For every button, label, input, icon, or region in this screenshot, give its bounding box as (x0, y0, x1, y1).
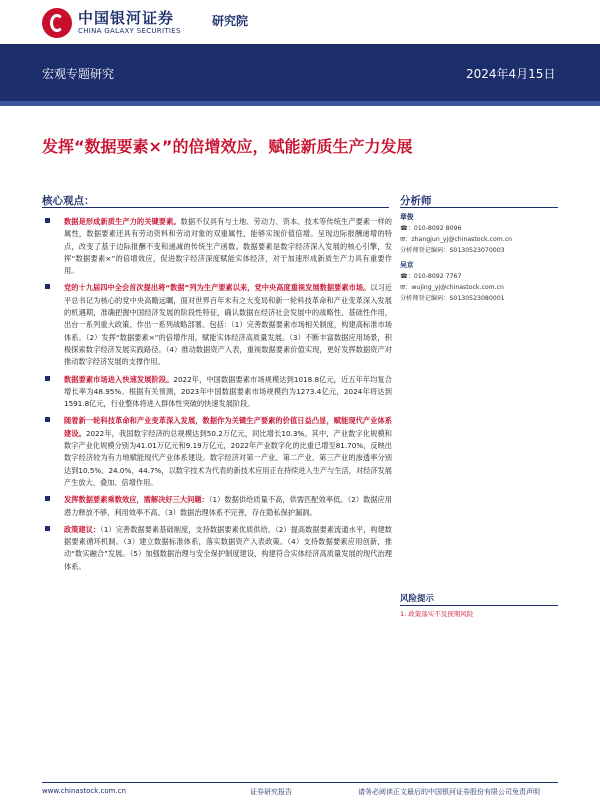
logo-chinese-name: 中国银河证券 (78, 9, 175, 27)
bullet-square-icon (45, 218, 50, 223)
analyst-card-2 (400, 260, 558, 304)
analyst-heading: 分析师 (400, 195, 432, 207)
bullet-square-icon (45, 496, 50, 501)
point-lead: 发挥数据要素乘数效应，需解决好三大问题： (64, 495, 209, 505)
core-point-6 (42, 524, 392, 573)
report-title: 发挥“数据要素×”的倍增效应，赋能新质生产力发展 (42, 137, 413, 156)
point-text: 2022年，中国数据要素市场规模达到1018.8亿元，近五年年均复合增长率为48.95%。根据有关预测，2023年中国数据要素市场规模约为1273.4亿元，2024年将达到1591.8亿元，行业整体将进入群体性突破的快速发展阶段。 (64, 374, 392, 409)
bullet-square-icon (45, 526, 50, 531)
point-lead: 数据要素市场进入快速发展阶段。 (64, 374, 174, 384)
analyst-phone: ☎：010-8092 7767 (400, 273, 462, 280)
point-text: 数据不仅具有与土地、劳动力、资本、技术等传统生产要素一样的属性，数据要素还具有劳动资料和劳动对象的双重属性，能够实现价值倍增。呈现边际报酬递增的特点，改变了基于边际报酬不变和递减的传统生产函数。数据要素是数字经济深入发展的核心引擎，发挥“数据要素×”的倍增效应，促进数字经济深度赋能实体经济，对于加速形成新质生产力具有重要作用。 (64, 217, 392, 276)
bullet-square-icon (45, 417, 50, 422)
point-lead: 随着新一轮科技革命和产业变革深入发展，数据作为关键生产要素的价值日益凸显，赋能现代产业体系建设。 (64, 416, 392, 438)
core-point-4 (42, 415, 392, 489)
core-points-heading: 核心观点： (42, 195, 95, 207)
core-point-1 (42, 216, 392, 277)
analyst-divider (400, 207, 558, 208)
galaxy-logo-icon (42, 8, 72, 38)
footer-divider (42, 782, 558, 783)
report-type: 宏观专题研究 (42, 67, 115, 81)
analyst-card-1 (400, 212, 558, 256)
point-text: （1）完善数据要素基础制度，支持数据要素优质供给。（2）提高数据要素流通水平，构建数据要素循环机制。（3）建立数据标准体系，落实数据资产入表政策。（4）支持数据要素应用创新，推动“数实融合”发展。（5）加强数据治理与安全保护制度建设，构建符合实体经济高质量发展的现代治理体系。 (64, 524, 392, 571)
analyst-name: 章俊 (400, 213, 414, 221)
analyst-email[interactable]: ✉：zhangjun_yj@chinastock.com.cn (400, 236, 513, 243)
point-text: 以习近平总书记为核心的党中央高瞻远瞩，面对世界百年未有之大变局和新一轮科技革命和产业变革深入发展的机遇期，准确把握中国经济发展的阶段性特征，确认数据在经济社会发展中的战略性、基础性作用，出台一系列重大政策、作出一系列战略部署。包括：（1）完善数据要素市场相关制度，构建高标准市场体系。（2）发挥“数据要素×”的倍增作用，赋能实体经济高质量发展。（3）不断丰富数据应用场景，积极探索数字经济发展实践路径。（4）推动数据资产入表，重视数据要素价值实现，更好发挥数据资产对推动数字经济发展的支撑作用。 (64, 283, 392, 367)
core-divider (42, 207, 389, 208)
core-point-2 (42, 282, 392, 368)
footer-url[interactable]: www.chinastock.com.cn (42, 787, 126, 795)
risk-divider (400, 605, 558, 606)
analyst-cert: 分析师登记编码：S0130523080001 (400, 295, 505, 302)
footer-disclaimer: 请务必阅读正文最后的中国银河证券股份有限公司免责声明 (358, 788, 540, 796)
point-lead: 数据是形成新质生产力的关键要素。 (64, 217, 181, 226)
risk-item: 1. 政策落实不及预期风险 (400, 610, 474, 618)
analyst-phone: ☎：010-8092 8096 (400, 225, 462, 232)
analyst-email[interactable]: ✉：wujing_yj@chinastock.com.cn (400, 284, 504, 291)
analyst-cert: 分析师登记编码：S0130523070003 (400, 247, 505, 254)
analyst-name: 吴京 (400, 261, 414, 269)
bullet-square-icon (45, 284, 50, 289)
header-band-accent (0, 101, 600, 106)
core-point-5 (42, 494, 392, 519)
point-text: （1）数据供给质量不高，供需匹配效率低。（2）数据应用潜力释放不够，利用效率不高。（3）数据治理体系不完善，存在隐私保护漏洞。 (64, 495, 392, 517)
core-point-3 (42, 374, 392, 411)
footer-center-label: 证券研究报告 (250, 788, 292, 796)
company-logo (42, 6, 227, 40)
report-date: 2024年4月15日 (466, 67, 556, 81)
point-lead: 党的十九届四中全会首次提出将“数据”列为生产要素以来，党中央高度重视发展数据要素市场。 (64, 283, 371, 293)
institute-label: 研究院 (212, 14, 249, 28)
point-lead: 政策建议： (64, 524, 101, 534)
logo-english-name: CHINA GALAXY SECURITIES (78, 27, 181, 35)
risk-heading: 风险提示 (400, 594, 435, 604)
point-text: 2022年，我国数字经济的总规模达到50.2万亿元，同比增长10.3%。其中，产业数字化规模和数字产业化规模分别为41.01万亿元和9.19万亿元，2022年产业数字化的比重已增至81.70%，反映出数字经济较为有力地赋能现代产业体系建设。数字经济对第一产业、第二产业、第三产业的渗透率分别达到10.5%、24.0%、44.7%，以数字技术为代表的新技术应用正在持续进入生产与生活，对经济发展产生放大、叠加、倍增作用。 (64, 428, 392, 487)
bullet-square-icon (45, 376, 50, 381)
core-points-list (42, 211, 392, 573)
